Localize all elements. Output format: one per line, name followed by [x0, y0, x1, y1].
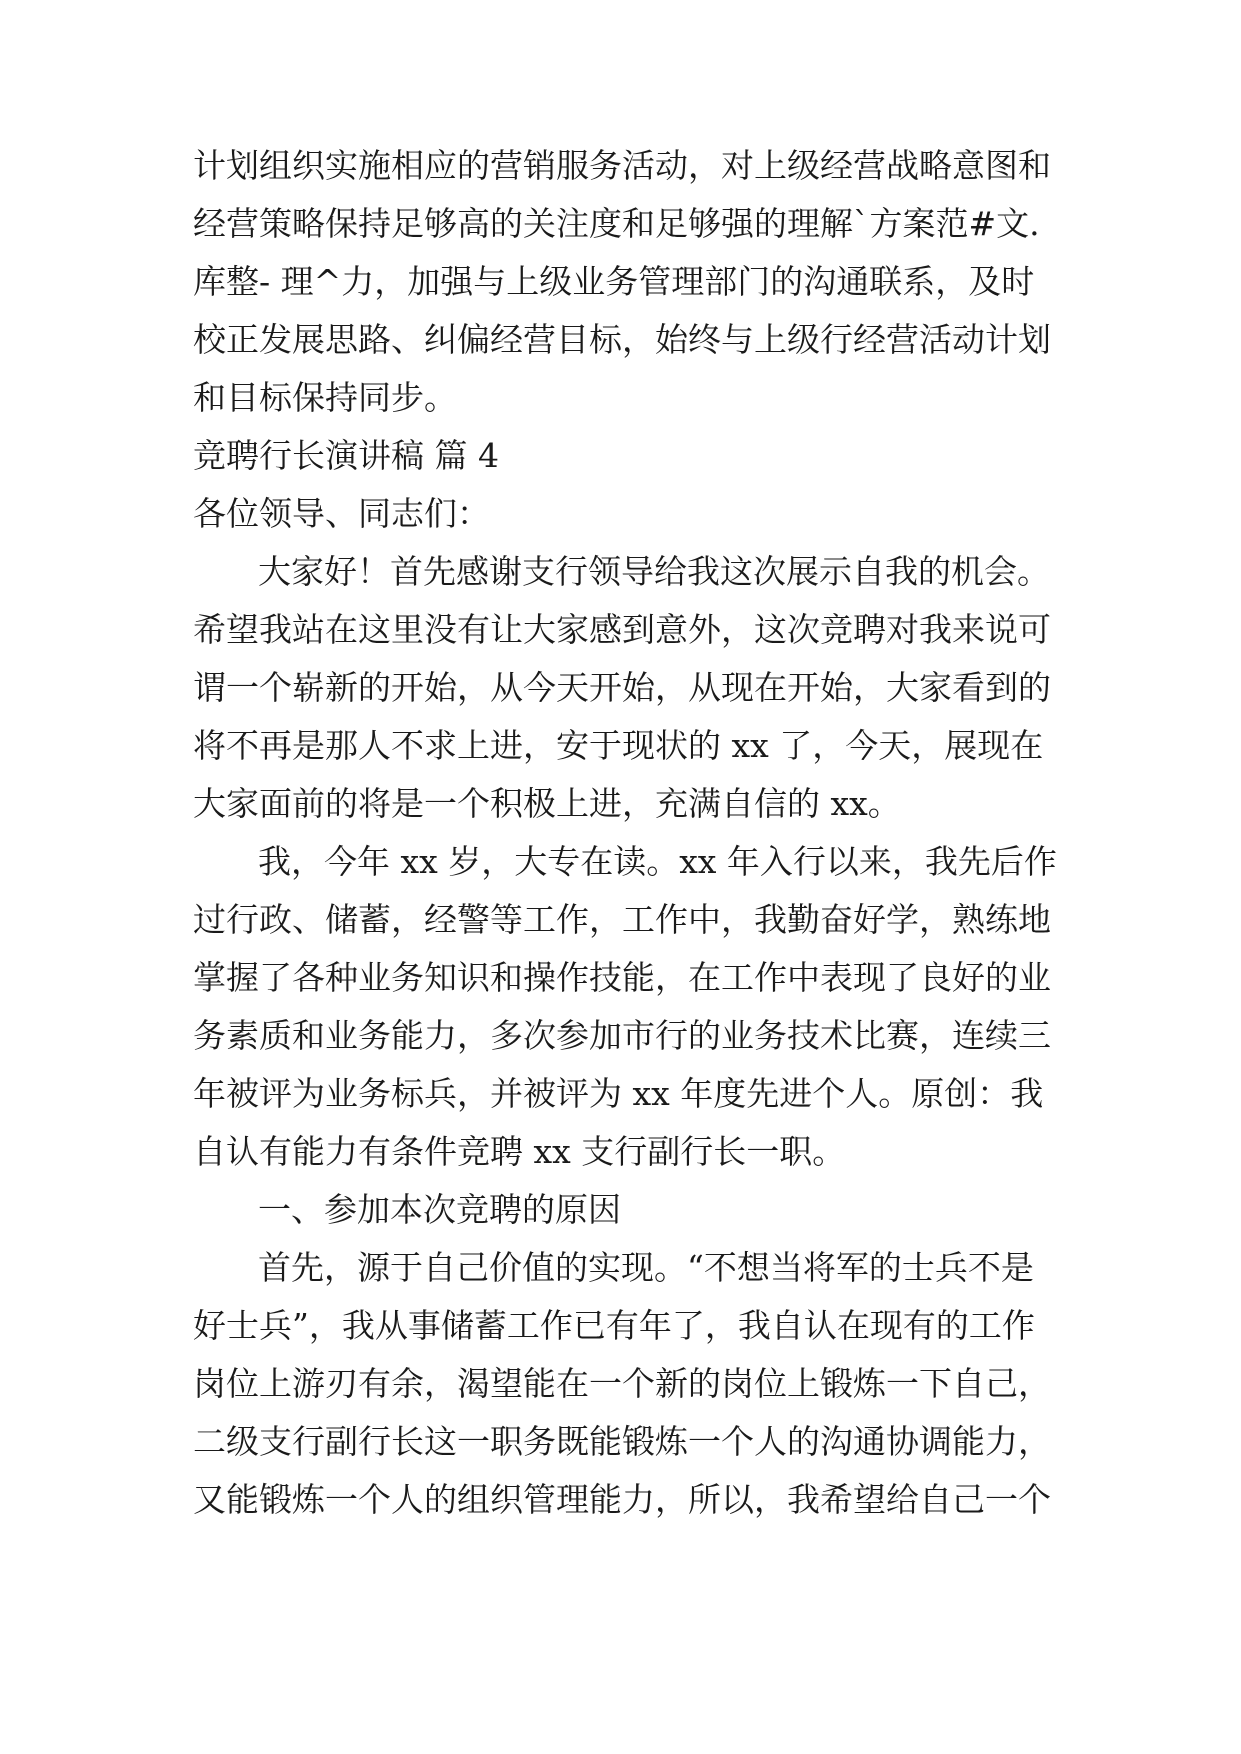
- text-line: 大家面前的将是一个积极上进，充满自信的 xx。: [193, 784, 901, 823]
- text-line: 将不再是那人不求上进，安于现状的 xx 了，今天，展现在: [193, 726, 1044, 765]
- text-line: 务素质和业务能力，多次参加市行的业务技术比赛，连续三: [193, 1016, 1051, 1055]
- text-line: 自认有能力有条件竞聘 xx 支行副行长一职。: [193, 1132, 846, 1171]
- text-line: 掌握了各种业务知识和操作技能，在工作中表现了良好的业: [193, 958, 1051, 997]
- text-line: 又能锻炼一个人的组织管理能力，所以，我希望给自己一个: [193, 1480, 1051, 1519]
- section-title: 竞聘行长演讲稿 篇 4: [193, 436, 499, 475]
- text-line: 我，今年 xx 岁，大专在读。xx 年入行以来，我先后作: [258, 842, 1057, 881]
- text-line: 大家好！首先感谢支行领导给我这次展示自我的机会。: [258, 552, 1050, 591]
- text-line: 年被评为业务标兵，并被评为 xx 年度先进个人。原创：我: [193, 1074, 1044, 1113]
- text-line: 过行政、储蓄，经警等工作，工作中，我勤奋好学，熟练地: [193, 900, 1051, 939]
- text-line: 谓一个崭新的开始，从今天开始，从现在开始，大家看到的: [193, 668, 1051, 707]
- text-line: 和目标保持同步。: [193, 378, 457, 417]
- salutation: 各位领导、同志们：: [193, 494, 490, 533]
- text-line: 好士兵”，我从事储蓄工作已有年了，我自认在现有的工作: [193, 1306, 1035, 1345]
- text-line: 经营策略保持足够高的关注度和足够强的理解`方案范#文.: [193, 204, 1040, 243]
- text-line: 首先，源于自己价值的实现。“不想当将军的士兵不是: [258, 1248, 1034, 1287]
- text-line: 校正发展思路、纠偏经营目标，始终与上级行经营活动计划: [193, 320, 1051, 359]
- text-line: 库整- 理^力，加强与上级业务管理部门的沟通联系，及时: [193, 262, 1035, 301]
- text-line: 二级支行副行长这一职务既能锻炼一个人的沟通协调能力，: [193, 1422, 1051, 1461]
- subheading: 一、参加本次竞聘的原因: [258, 1190, 621, 1229]
- text-line: 希望我站在这里没有让大家感到意外，这次竞聘对我来说可: [193, 610, 1051, 649]
- text-line: 计划组织实施相应的营销服务活动，对上级经营战略意图和: [193, 146, 1051, 185]
- text-line: 岗位上游刃有余，渴望能在一个新的岗位上锻炼一下自己，: [193, 1364, 1051, 1403]
